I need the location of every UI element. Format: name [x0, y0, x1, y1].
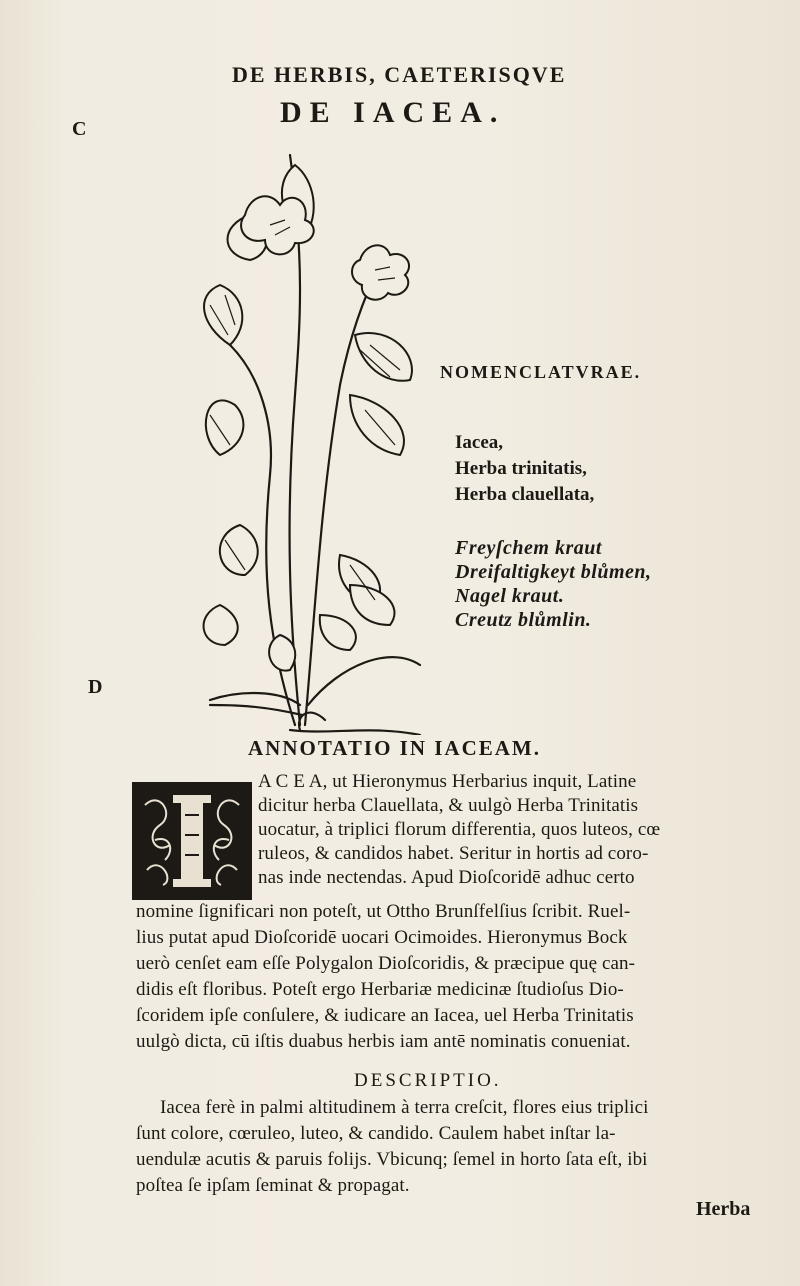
nomenclature-heading: NOMENCLATVRAE. [440, 362, 642, 382]
page-title: DE IACEA. [280, 96, 506, 129]
description-line: Iacea ferè in palmi altitudinem à terra creſcit, flores eius triplici [160, 1097, 649, 1118]
annotation-line: didis eſt floribus. Poteſt ergo Herbariæ medicinæ ſtudioſus Dio- [136, 979, 624, 1000]
german-names-list [455, 536, 652, 632]
annotation-line: lius putat apud Dioſcoridē uocari Ocimoides. Hieronymus Bock [136, 927, 628, 948]
annotation-line: nas inde nectendas. Apud Dioſcoridē adhuc certo [258, 867, 635, 888]
german-name: Nagel kraut. [455, 585, 565, 607]
description-line: uendulæ acutis & paruis folijs. Vbicunq; ſemel in horto ſata eſt, ibi [136, 1149, 648, 1170]
description-line: poſtea ſe ipſam ſeminat & propagat. [136, 1175, 410, 1196]
annotation-line: uulgò dicta, cū iſtis duabus herbis iam antē nominatis conueniat. [136, 1031, 631, 1052]
latin-name: Herba trinitatis, [455, 458, 587, 479]
latin-name: Iacea, [455, 432, 504, 453]
german-name: Dreifaltigkeyt blůmen, [455, 561, 652, 583]
annotation-line: ſcoridem ipſe conſulere, & iudicare an Iacea, uel Herba Trinitatis [136, 1005, 634, 1026]
decorated-initial-icon [132, 782, 252, 900]
running-head: DE HERBIS, CAETERISQVE [232, 62, 567, 87]
annotation-heading: ANNOTATIO IN IACEAM. [248, 736, 541, 760]
german-name: Freyſchem kraut [455, 537, 602, 559]
latin-name: Herba clauellata, [455, 484, 595, 505]
latin-names-list [455, 430, 594, 508]
annotation-line: A C E A, ut Hieronymus Herbarius inquit, Latine [258, 771, 637, 792]
margin-letter-c: C [72, 118, 87, 140]
pansy-woodcut-illustration [190, 145, 430, 735]
catchword: Herba [696, 1198, 751, 1220]
annotation-line: ruleos, & candidos habet. Seritur in hortis ad coro- [258, 843, 649, 864]
annotation-line: uerò cenſet eam eſſe Polygalon Dioſcoridis, & præcipue quę can- [136, 953, 636, 974]
description-heading: DESCRIPTIO. [354, 1070, 502, 1091]
annotation-line: nomine ſignificari non poteſt, ut Ottho Brunſfelſius ſcribit. Ruel- [136, 901, 631, 922]
margin-letter-d: D [88, 676, 103, 698]
german-name: Creutz blůmlin. [455, 609, 592, 631]
annotation-line: uocatur, à triplici florum differentia, quos luteos, cœ [258, 819, 661, 840]
description-line: ſunt colore, cœruleo, luteo, & candido. Caulem habet inſtar la- [136, 1123, 616, 1144]
annotation-line: dicitur herba Clauellata, & uulgò Herba Trinitatis [258, 795, 639, 816]
